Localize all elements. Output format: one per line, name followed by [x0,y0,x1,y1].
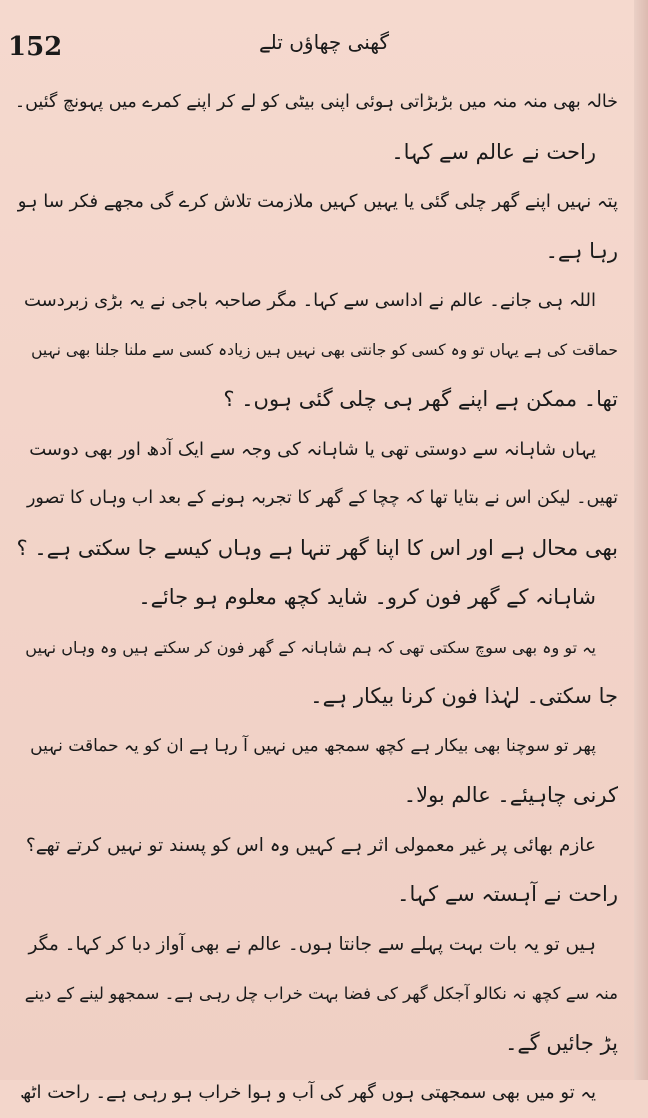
text-line: راحت نے آہستہ سے کہا۔ [397,882,618,906]
text-line: شاہانہ کے گھر فون کرو۔ شاید کچھ معلوم ہو جائے۔ [138,585,596,609]
text-line: جا سکتی۔ لہٰذا فون کرنا بیکار ہے۔ [310,684,618,708]
body-text [14,78,618,1118]
text-line: یہاں شاہانہ سے دوستی تھی یا شاہانہ کی وجہ سے ایک آدھ اور بھی دوست [29,438,596,460]
text-line: رہا ہے۔ [545,238,618,263]
text-line: یہ تو میں بھی سمجھتی ہوں گھر کی آب و ہوا خراب ہو رہی ہے۔ راحت اٹھ [20,1082,596,1103]
text-line: یہ تو وہ بھی سوچ سکتی تھی کہ ہم شاہانہ کے گھر فون کر سکتے ہیں وہ وہاں نہیں [25,637,596,657]
text-line: اللہ ہی جانے۔ عالم نے اداسی سے کہا۔ مگر صاحبہ باجی نے یہ بڑی زبردست [23,290,596,311]
text-line: پتہ نہیں اپنے گھر چلی گئی یا یہیں کہیں ملازمت تلاش کرے گی مجھے فکر سا ہو [17,191,618,212]
text-line: ہیں تو یہ بات بہت پہلے سے جانتا ہوں۔ عالم نے بھی آواز دبا کر کہا۔ مگر [28,933,596,955]
running-title: گھنی چھاؤں تلے [258,30,390,54]
text-line: منہ سے کچھ نہ نکالو آجکل گھر کی فضا بہت خراب چل رہی ہے۔ سمجھو لینے کے دینے [24,984,618,1003]
text-line: تھیں۔ لیکن اس نے بتایا تھا کہ چچا کے گھر کا تجربہ ہونے کے بعد اب وہاں کا تصور [26,488,618,508]
text-line: بھی محال ہے اور اس کا اپنا گھر تنہا ہے وہاں کیسے جا سکتی ہے۔ ؟ [16,535,618,560]
page-header [0,30,648,70]
page-edge [634,0,648,1080]
text-line: عازم بھائی پر غیر معمولی اثر ہے کہیں وہ اس کو پسند تو نہیں کرتے تھے؟ [25,834,596,856]
text-line: خالہ بھی منہ منہ میں بڑبڑاتی ہوئی اپنی بیٹی کو لے کر اپنے کمرے میں پہونچ گئیں۔ [14,92,618,112]
text-line: پڑ جائیں گے۔ [505,1030,618,1055]
text-line: حماقت کی ہے یہاں تو وہ کسی کو جانتی بھی نہیں ہیں زیادہ کسی سے ملنا جلنا بھی نہیں [31,340,618,359]
text-line: پھر تو سوچنا بھی بیکار ہے کچھ سمجھ میں نہیں آ رہا ہے ان کو یہ حماقت نہیں [30,735,596,756]
text-line: تھا۔ ممکن ہے اپنے گھر ہی چلی گئی ہوں۔ ؟ [223,387,618,411]
page-number: 152 [8,32,63,62]
text-line: راحت نے عالم سے کہا۔ [391,139,596,164]
text-line: کرنی چاہیئے۔ عالم بولا۔ [403,783,618,807]
